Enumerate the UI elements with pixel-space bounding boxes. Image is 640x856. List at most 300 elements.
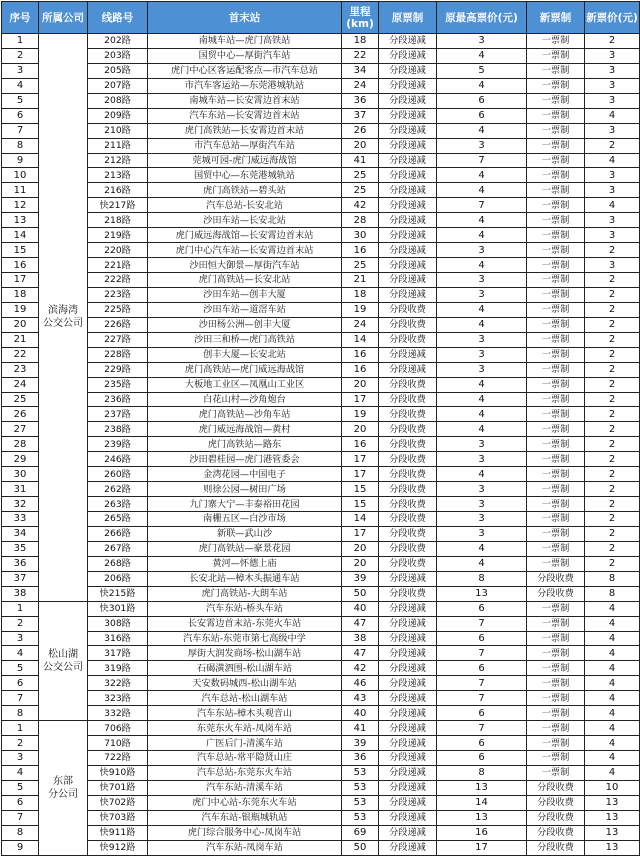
cell-mileage: 28 <box>342 213 379 228</box>
cell-new-max: 4 <box>585 691 640 706</box>
cell-terminals: 虎门中心站-东莞东火车站 <box>148 795 342 810</box>
cell-seq: 26 <box>2 407 39 422</box>
cell-mileage: 42 <box>342 198 379 213</box>
cell-new-max: 4 <box>585 676 640 691</box>
cell-orig-system: 分段递减 <box>379 78 437 93</box>
cell-orig-max: 4 <box>437 317 527 332</box>
cell-mileage: 42 <box>342 661 379 676</box>
mileage-label: 里程 <box>349 5 371 18</box>
cell-orig-max: 6 <box>437 631 527 646</box>
cell-orig-max: 6 <box>437 108 527 123</box>
cell-seq: 29 <box>2 452 39 467</box>
cell-seq: 5 <box>2 93 39 108</box>
cell-terminals: 市汽车总站—厚街汽车站 <box>148 138 342 153</box>
cell-orig-max: 6 <box>437 736 527 751</box>
cell-terminals: 虎门高铁站—碧头站 <box>148 183 342 198</box>
cell-orig-system: 分段递减 <box>379 646 437 661</box>
cell-new-system: 一票制 <box>527 258 585 273</box>
table-row <box>2 78 640 93</box>
cell-orig-max: 3 <box>437 362 527 377</box>
cell-seq: 2 <box>2 736 39 751</box>
cell-mileage: 30 <box>342 228 379 243</box>
cell-route: 209路 <box>88 108 148 123</box>
cell-seq: 9 <box>2 840 39 855</box>
cell-mileage: 19 <box>342 302 379 317</box>
cell-route: 226路 <box>88 317 148 332</box>
cell-new-max: 13 <box>585 825 640 840</box>
table-row <box>2 377 640 392</box>
cell-route: 208路 <box>88 93 148 108</box>
cell-mileage: 46 <box>342 676 379 691</box>
cell-new-system: 一票制 <box>527 317 585 332</box>
table-row <box>2 482 640 497</box>
cell-mileage: 17 <box>342 392 379 407</box>
cell-terminals: 虎门威远海战馆—黄村 <box>148 422 342 437</box>
cell-new-system: 一票制 <box>527 78 585 93</box>
cell-orig-system: 分段递减 <box>379 691 437 706</box>
cell-orig-system: 分段递减 <box>379 228 437 243</box>
cell-route: 快701路 <box>88 780 148 795</box>
cell-route: 710路 <box>88 736 148 751</box>
cell-new-max: 2 <box>585 317 640 332</box>
cell-seq: 34 <box>2 526 39 541</box>
cell-seq: 1 <box>2 721 39 736</box>
cell-terminals: 沙田车站—道滘车站 <box>148 302 342 317</box>
cell-route: 203路 <box>88 48 148 63</box>
col-header-new-system: 新票制 <box>527 2 585 34</box>
cell-new-system: 一票制 <box>527 138 585 153</box>
cell-new-max: 13 <box>585 810 640 825</box>
cell-terminals: 南栅五区—白沙市场 <box>148 512 342 527</box>
cell-new-max: 8 <box>585 586 640 601</box>
cell-orig-max: 7 <box>437 691 527 706</box>
cell-route: 218路 <box>88 213 148 228</box>
cell-seq: 4 <box>2 646 39 661</box>
cell-orig-system: 分段递减 <box>379 273 437 288</box>
table-row <box>2 601 640 616</box>
cell-mileage: 50 <box>342 586 379 601</box>
cell-terminals: 东莞东火车站-凤岗车站 <box>148 721 342 736</box>
cell-new-max: 4 <box>585 706 640 721</box>
cell-route: 317路 <box>88 646 148 661</box>
table-row <box>2 258 640 273</box>
cell-new-max: 2 <box>585 556 640 571</box>
cell-mileage: 40 <box>342 601 379 616</box>
cell-route: 206路 <box>88 571 148 586</box>
cell-new-max: 2 <box>585 497 640 512</box>
cell-orig-system: 分段递减 <box>379 751 437 766</box>
cell-terminals: 汽车东站-樟木头观音山 <box>148 706 342 721</box>
col-header-mileage <box>342 2 379 34</box>
cell-seq: 6 <box>2 108 39 123</box>
cell-terminals: 汽车东站-东莞市第七高级中学 <box>148 631 342 646</box>
cell-seq: 6 <box>2 795 39 810</box>
cell-terminals: 汽车东站—长安霄边首末站 <box>148 108 342 123</box>
cell-orig-max: 16 <box>437 825 527 840</box>
table-row <box>2 706 640 721</box>
cell-new-max: 3 <box>585 213 640 228</box>
cell-orig-max: 6 <box>437 93 527 108</box>
cell-orig-max: 3 <box>437 512 527 527</box>
cell-new-system: 一票制 <box>527 661 585 676</box>
cell-new-system: 分段收费 <box>527 586 585 601</box>
cell-terminals: 九门寨大宁—丰泰裕田花园 <box>148 497 342 512</box>
cell-new-max: 2 <box>585 437 640 452</box>
cell-orig-system: 分段递减 <box>379 168 437 183</box>
cell-new-system: 一票制 <box>527 601 585 616</box>
cell-new-max: 3 <box>585 183 640 198</box>
table-row <box>2 840 640 855</box>
cell-seq: 1 <box>2 601 39 616</box>
cell-orig-max: 3 <box>437 273 527 288</box>
cell-new-system: 一票制 <box>527 302 585 317</box>
cell-seq: 4 <box>2 78 39 93</box>
cell-route: 236路 <box>88 392 148 407</box>
cell-terminals: 南城车站—长安霄边首末站 <box>148 93 342 108</box>
cell-mileage: 14 <box>342 512 379 527</box>
cell-orig-max: 4 <box>437 302 527 317</box>
cell-route: 210路 <box>88 123 148 138</box>
cell-new-system: 一票制 <box>527 631 585 646</box>
cell-mileage: 24 <box>342 78 379 93</box>
cell-seq: 20 <box>2 317 39 332</box>
cell-new-max: 2 <box>585 452 640 467</box>
company-name-line1: 松山湖 <box>48 648 78 660</box>
cell-route: 246路 <box>88 452 148 467</box>
cell-mileage: 17 <box>342 526 379 541</box>
cell-terminals: 南城车站—虎门高铁站 <box>148 34 342 49</box>
cell-seq: 13 <box>2 213 39 228</box>
cell-terminals: 沙田车站—长安北站 <box>148 213 342 228</box>
cell-new-max: 2 <box>585 34 640 49</box>
cell-orig-system: 分段递减 <box>379 287 437 302</box>
cell-new-system: 一票制 <box>527 198 585 213</box>
cell-route: 227路 <box>88 332 148 347</box>
cell-mileage: 21 <box>342 273 379 288</box>
cell-seq: 35 <box>2 541 39 556</box>
cell-new-max: 2 <box>585 377 640 392</box>
table-row <box>2 422 640 437</box>
cell-new-max: 2 <box>585 243 640 258</box>
cell-new-max: 3 <box>585 93 640 108</box>
cell-seq: 12 <box>2 198 39 213</box>
cell-seq: 10 <box>2 168 39 183</box>
cell-orig-system: 分段收费 <box>379 556 437 571</box>
cell-seq: 4 <box>2 765 39 780</box>
cell-route: 308路 <box>88 616 148 631</box>
cell-orig-system: 分段递减 <box>379 243 437 258</box>
cell-seq: 22 <box>2 347 39 362</box>
cell-orig-max: 3 <box>437 497 527 512</box>
cell-new-max: 2 <box>585 138 640 153</box>
cell-route: 快912路 <box>88 840 148 855</box>
cell-mileage: 36 <box>342 751 379 766</box>
cell-terminals: 虎门中心区客运配客点—市汽车总站 <box>148 63 342 78</box>
table-row <box>2 287 640 302</box>
cell-terminals: 虎门高铁站—长安霄边首末站 <box>148 123 342 138</box>
cell-mileage: 18 <box>342 287 379 302</box>
cell-orig-system: 分段递减 <box>379 108 437 123</box>
table-row <box>2 765 640 780</box>
cell-route: 316路 <box>88 631 148 646</box>
table-row <box>2 317 640 332</box>
cell-new-system: 一票制 <box>527 273 585 288</box>
cell-mileage: 53 <box>342 765 379 780</box>
table-row <box>2 825 640 840</box>
cell-new-system: 一票制 <box>527 183 585 198</box>
cell-mileage: 20 <box>342 541 379 556</box>
cell-orig-max: 4 <box>437 556 527 571</box>
table-row <box>2 512 640 527</box>
cell-orig-system: 分段收费 <box>379 332 437 347</box>
cell-route: 快215路 <box>88 586 148 601</box>
table-row <box>2 810 640 825</box>
table-row <box>2 751 640 766</box>
cell-mileage: 41 <box>342 721 379 736</box>
cell-route: 快911路 <box>88 825 148 840</box>
table-row <box>2 273 640 288</box>
cell-route: 267路 <box>88 541 148 556</box>
cell-seq: 25 <box>2 392 39 407</box>
cell-new-max: 2 <box>585 526 640 541</box>
cell-new-system: 一票制 <box>527 63 585 78</box>
cell-seq: 3 <box>2 63 39 78</box>
cell-terminals: 汽车总站-长安北站 <box>148 198 342 213</box>
cell-new-max: 3 <box>585 258 640 273</box>
cell-mileage: 16 <box>342 243 379 258</box>
cell-mileage: 47 <box>342 616 379 631</box>
table-row <box>2 646 640 661</box>
cell-new-max: 2 <box>585 407 640 422</box>
cell-orig-max: 7 <box>437 646 527 661</box>
cell-new-system: 一票制 <box>527 452 585 467</box>
cell-terminals: 金湾花园—中国电子 <box>148 467 342 482</box>
cell-orig-system: 分段递减 <box>379 571 437 586</box>
cell-terminals: 虎门高铁站—虎门威远海战馆 <box>148 362 342 377</box>
cell-orig-system: 分段递减 <box>379 34 437 49</box>
cell-route: 722路 <box>88 751 148 766</box>
cell-mileage: 25 <box>342 168 379 183</box>
cell-mileage: 39 <box>342 736 379 751</box>
cell-orig-system: 分段递减 <box>379 213 437 228</box>
cell-mileage: 20 <box>342 138 379 153</box>
cell-terminals: 长安霄边首末站-东莞火车站 <box>148 616 342 631</box>
table-row <box>2 661 640 676</box>
cell-mileage: 69 <box>342 825 379 840</box>
cell-new-system: 一票制 <box>527 347 585 362</box>
cell-orig-system: 分段递减 <box>379 63 437 78</box>
cell-new-system: 一票制 <box>527 213 585 228</box>
cell-orig-max: 4 <box>437 183 527 198</box>
cell-new-max: 3 <box>585 78 640 93</box>
cell-seq: 19 <box>2 302 39 317</box>
cell-new-system: 分段收费 <box>527 840 585 855</box>
cell-terminals: 厚街大润发商场-松山湖车站 <box>148 646 342 661</box>
cell-terminals: 沙田三和桥—虎门高铁站 <box>148 332 342 347</box>
cell-new-system: 一票制 <box>527 407 585 422</box>
cell-orig-system: 分段递减 <box>379 153 437 168</box>
table-row <box>2 691 640 706</box>
cell-orig-max: 4 <box>437 467 527 482</box>
cell-mileage: 41 <box>342 153 379 168</box>
cell-seq: 11 <box>2 183 39 198</box>
cell-orig-system: 分段收费 <box>379 407 437 422</box>
cell-terminals: 天安数码城西-松山湖车站 <box>148 676 342 691</box>
cell-orig-system: 分段递减 <box>379 198 437 213</box>
cell-new-max: 2 <box>585 273 640 288</box>
table-row <box>2 302 640 317</box>
table-row <box>2 347 640 362</box>
cell-orig-max: 14 <box>437 795 527 810</box>
cell-route: 239路 <box>88 437 148 452</box>
cell-seq: 5 <box>2 780 39 795</box>
cell-terminals: 白花山村—沙角炮台 <box>148 392 342 407</box>
cell-route: 205路 <box>88 63 148 78</box>
cell-route: 266路 <box>88 526 148 541</box>
cell-new-max: 2 <box>585 362 640 377</box>
table-row <box>2 332 640 347</box>
cell-orig-max: 4 <box>437 541 527 556</box>
company-name-line1: 东部 <box>53 775 73 787</box>
cell-new-system: 一票制 <box>527 392 585 407</box>
cell-orig-system: 分段递减 <box>379 661 437 676</box>
cell-new-max: 2 <box>585 482 640 497</box>
cell-terminals: 国贸中心—厚街汽车站 <box>148 48 342 63</box>
cell-orig-max: 13 <box>437 780 527 795</box>
cell-orig-system: 分段收费 <box>379 467 437 482</box>
cell-terminals: 莞城可园-虎门威远海战馆 <box>148 153 342 168</box>
company-name-line2: 分公司 <box>48 788 78 800</box>
cell-terminals: 市汽车客运站—东莞港城轨站 <box>148 78 342 93</box>
cell-orig-system: 分段收费 <box>379 512 437 527</box>
cell-new-system: 一票制 <box>527 541 585 556</box>
cell-new-max: 3 <box>585 228 640 243</box>
cell-orig-max: 13 <box>437 810 527 825</box>
cell-seq: 5 <box>2 661 39 676</box>
cell-new-system: 一票制 <box>527 123 585 138</box>
col-header-route: 线路号 <box>88 2 148 34</box>
cell-mileage: 25 <box>342 183 379 198</box>
col-header-orig-system: 原票制 <box>379 2 437 34</box>
cell-terminals: 广医后门-清溪车站 <box>148 736 342 751</box>
cell-new-max: 2 <box>585 302 640 317</box>
cell-terminals: 虎门综合服务中心-凤岗车站 <box>148 825 342 840</box>
cell-seq: 8 <box>2 706 39 721</box>
cell-orig-system: 分段递减 <box>379 258 437 273</box>
cell-mileage: 16 <box>342 362 379 377</box>
cell-orig-max: 7 <box>437 676 527 691</box>
table-row <box>2 213 640 228</box>
cell-orig-system: 分段收费 <box>379 541 437 556</box>
cell-terminals: 沙田碧桂园—虎门港管委会 <box>148 452 342 467</box>
cell-seq: 37 <box>2 571 39 586</box>
cell-seq: 24 <box>2 377 39 392</box>
cell-mileage: 15 <box>342 497 379 512</box>
cell-orig-system: 分段递减 <box>379 362 437 377</box>
cell-new-system: 分段收费 <box>527 810 585 825</box>
cell-orig-system: 分段递减 <box>379 706 437 721</box>
cell-new-system: 一票制 <box>527 691 585 706</box>
cell-orig-system: 分段收费 <box>379 302 437 317</box>
table-row <box>2 392 640 407</box>
cell-orig-max: 3 <box>437 243 527 258</box>
cell-seq: 2 <box>2 616 39 631</box>
cell-new-max: 4 <box>585 646 640 661</box>
cell-route: 216路 <box>88 183 148 198</box>
cell-new-max: 2 <box>585 332 640 347</box>
cell-new-max: 4 <box>585 601 640 616</box>
cell-route: 262路 <box>88 482 148 497</box>
col-header-seq: 序号 <box>2 2 39 34</box>
cell-route: 211路 <box>88 138 148 153</box>
cell-mileage: 26 <box>342 123 379 138</box>
company-name-line2: 公交公司 <box>43 318 83 330</box>
cell-orig-max: 3 <box>437 287 527 302</box>
cell-mileage: 25 <box>342 258 379 273</box>
table-row <box>2 198 640 213</box>
cell-route: 220路 <box>88 243 148 258</box>
cell-orig-max: 6 <box>437 601 527 616</box>
cell-terminals: 虎门高铁站—豪景花园 <box>148 541 342 556</box>
table-row <box>2 467 640 482</box>
fare-table <box>1 1 640 856</box>
table-body <box>2 34 640 856</box>
cell-orig-system: 分段递减 <box>379 631 437 646</box>
cell-route: 213路 <box>88 168 148 183</box>
cell-new-system: 一票制 <box>527 751 585 766</box>
cell-orig-max: 5 <box>437 63 527 78</box>
cell-terminals: 虎门中心汽车站—长安霄边首末站 <box>148 243 342 258</box>
cell-new-system: 一票制 <box>527 332 585 347</box>
cell-orig-max: 3 <box>437 482 527 497</box>
cell-orig-max: 3 <box>437 138 527 153</box>
table-row <box>2 168 640 183</box>
cell-seq: 23 <box>2 362 39 377</box>
cell-route: 265路 <box>88 512 148 527</box>
cell-route: 238路 <box>88 422 148 437</box>
cell-route: 260路 <box>88 467 148 482</box>
cell-route: 322路 <box>88 676 148 691</box>
cell-seq: 3 <box>2 751 39 766</box>
table-row <box>2 571 640 586</box>
table-row <box>2 780 640 795</box>
cell-route: 202路 <box>88 34 148 49</box>
cell-route: 237路 <box>88 407 148 422</box>
table-row <box>2 48 640 63</box>
table-row <box>2 497 640 512</box>
cell-orig-max: 4 <box>437 123 527 138</box>
cell-mileage: 17 <box>342 467 379 482</box>
cell-terminals: 长安北站—樟木头振通车站 <box>148 571 342 586</box>
cell-new-max: 4 <box>585 616 640 631</box>
cell-route: 228路 <box>88 347 148 362</box>
cell-orig-max: 3 <box>437 332 527 347</box>
cell-route: 229路 <box>88 362 148 377</box>
cell-seq: 21 <box>2 332 39 347</box>
cell-orig-max: 8 <box>437 765 527 780</box>
table-row <box>2 362 640 377</box>
table-row <box>2 183 640 198</box>
company-cell <box>39 721 88 855</box>
cell-mileage: 15 <box>342 482 379 497</box>
cell-route: 706路 <box>88 721 148 736</box>
cell-seq: 36 <box>2 556 39 571</box>
cell-route: 223路 <box>88 287 148 302</box>
cell-orig-system: 分段收费 <box>379 452 437 467</box>
col-header-terminals: 首末站 <box>148 2 342 34</box>
cell-seq: 1 <box>2 34 39 49</box>
cell-mileage: 19 <box>342 407 379 422</box>
